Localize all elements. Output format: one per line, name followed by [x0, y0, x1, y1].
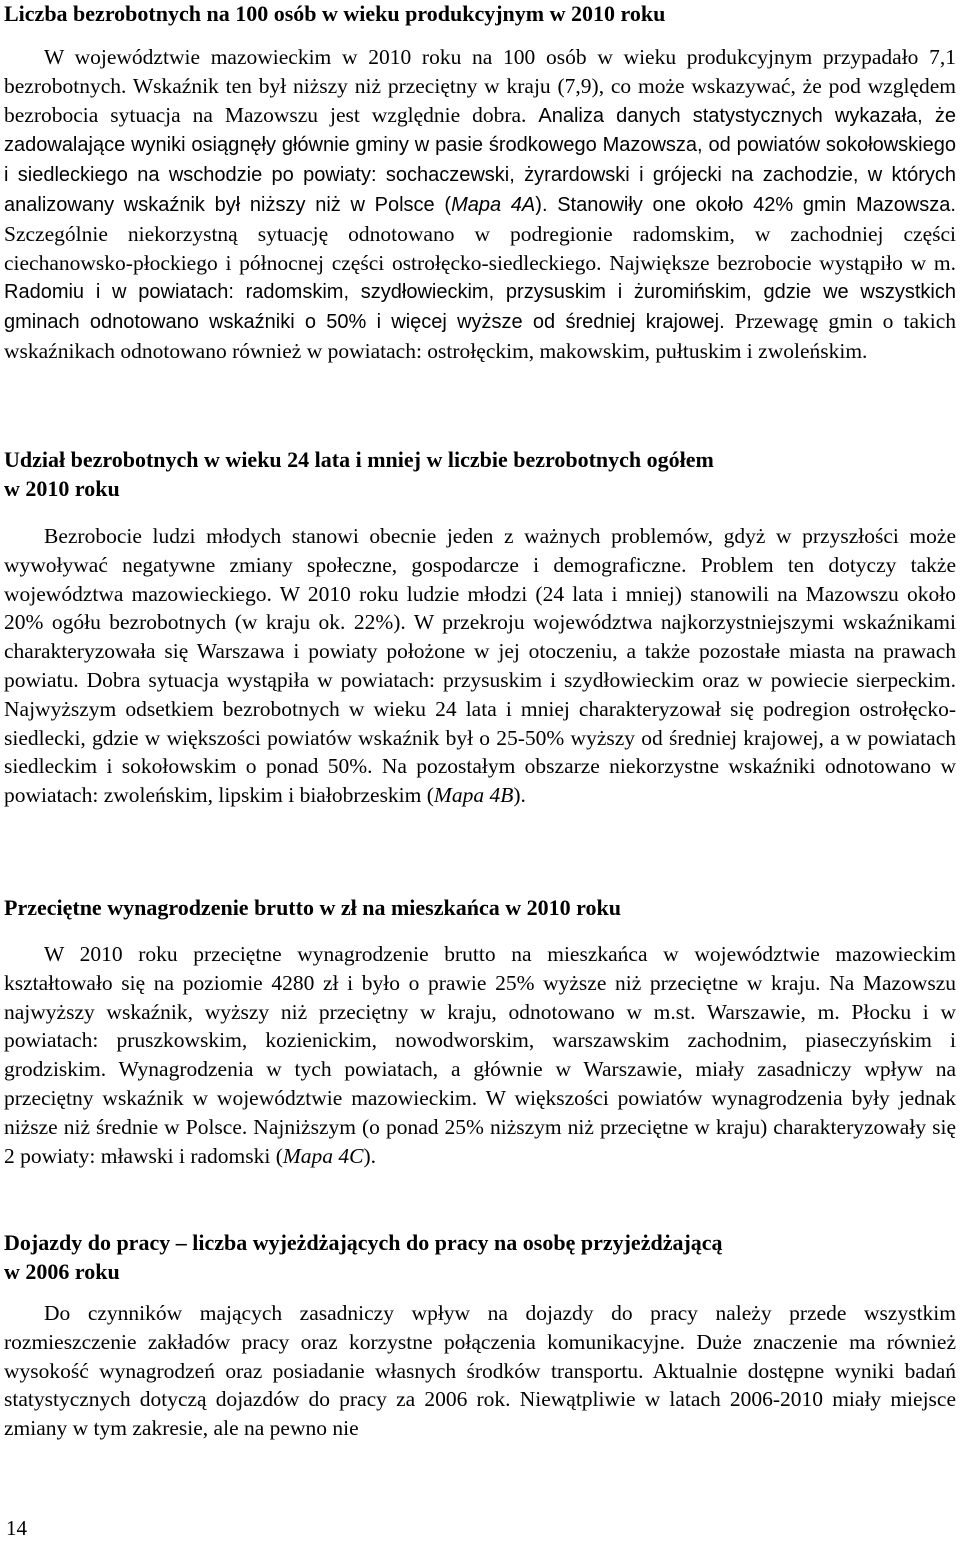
section-paragraph-wages — [4, 940, 956, 1170]
paragraph-text: Przewagę gmin o takich wskaźnikach odnotowano również w powiatach: ostrołęckim, makowskim, pułtuskim i zwoleńskim. — [4, 309, 956, 363]
paragraph-text: ). — [513, 783, 526, 808]
section-heading-youth-unemployment — [4, 446, 714, 503]
heading-text-tail: w 2010 roku — [4, 475, 120, 501]
map-reference: Mapa 4C — [282, 1143, 364, 1168]
map-reference: Mapa 4A — [451, 193, 536, 216]
section-heading-unemployment-rate: Liczba bezrobotnych na 100 osób w wieku produkcyjnym w 2010 roku — [4, 1, 666, 26]
map-reference: Mapa 4B — [433, 783, 514, 808]
paragraph-text: Radomiu i w powiatach: radomskim, szydłowieckim, przysuskim i żuromińskim, gdzie we wszystkich gminach odnotowano wskaźniki o 50% i więcej wyższe od średniej krajowej. — [4, 281, 956, 334]
page-number: 14 — [6, 1516, 27, 1540]
section-paragraph-unemployment-rate — [4, 43, 956, 366]
heading-text: Udział bezrobotnych w wieku 24 lata i mniej w liczbie bezrobotnych ogółem — [4, 447, 714, 472]
section-paragraph-commuting: Do czynników mających zasadniczy wpływ na dojazdy do pracy należy przede wszystkim rozmieszczenie zakładów pracy oraz korzystne połączenia komunikacyjne. Duże znaczenie ma również wysokość wynagrodzeń oraz posiadanie własnych środków transportu. Aktualnie dostępne wyniki badań statystycznych dotyczą dojazdów do pracy za 2006 rok. Niewątpliwie w latach 2006-2010 miały miejsce zmiany w tym zakresie, ale na pewno nie — [4, 1301, 956, 1441]
paragraph-text: ). — [363, 1143, 377, 1168]
section-heading-wages: Przeciętne wynagrodzenie brutto w zł na mieszkańca w 2010 roku — [4, 895, 621, 920]
paragraph-text: ). Stanowiły one około 42% gmin Mazowsza. — [535, 193, 956, 216]
paragraph-text: Analiza danych statystycznych wykazała, że zadowalające wyniki osiągnęły głównie gminy w pasie środkowego Mazowsza, od powiatów sokołowskiego i siedleckiego na wschodzie po powiaty: sochaczewski, żyrardowski i grójecki na zachodzie, w których analizowany wskaźnik był niższy niż w Polsce ( — [4, 104, 956, 216]
heading-text: Dojazdy do pracy – liczba wyjeżdżających do pracy na osobę przyjeżdżającą — [4, 1230, 723, 1255]
paragraph-text: Szczególnie niekorzystną sytuację odnotowano w podregionie radomskim, w zachodniej części ciechanowsko-płockiego i północnej części ostrołęcko-siedleckiego. Największe bezrobocie wystąpiło w m. — [4, 221, 956, 275]
paragraph-text: W województwie mazowieckim w 2010 roku na 100 osób w wieku produkcyjnym przypadało 7,1 bezrobotnych. Wskaźnik ten był niższy niż przeciętny w kraju (7,9), co może wskazywać, że pod względem bezrobocia sytuacja na Mazowszu jest względnie dobra. — [4, 45, 956, 127]
paragraph-text: W 2010 roku przeciętne wynagrodzenie brutto na mieszkańca w województwie mazowieckim kształtowało się na poziomie 4280 zł i było o prawie 25% wyższe niż przeciętne w kraju. Na Mazowszu najwyższy wskaźnik, wyższy niż przeciętny w kraju, odnotowano w m.st. Warszawie, m. Płocku i w powiatach: pruszkowskim, kozienickim, nowodworskim, warszawskim zachodnim, piaseczyńskim i grodziskim. Wynagrodzenia w tych powiatach, a głównie w Warszawie, miały zasadniczy wpływ na przeciętny wskaźnik w województwie mazowieckim. W większości powiatów wynagrodzenia były jednak niższe niż średnie w Polsce. Najniższym (o ponad 25% niższym niż przeciętne w kraju) charakteryzowały się 2 powiaty: mławski i radomski ( — [4, 942, 956, 1168]
heading-text-tail: w 2006 roku — [4, 1258, 120, 1284]
section-heading-commuting — [4, 1229, 723, 1286]
section-paragraph-youth-unemployment — [4, 522, 956, 810]
paragraph-text: Bezrobocie ludzi młodych stanowi obecnie jeden z ważnych problemów, gdyż w przyszłości może wywoływać negatywne zmiany społeczne, gospodarcze i demograficzne. Problem ten dotyczy także województwa mazowieckiego. W 2010 roku ludzie młodzi (24 lata i mniej) stanowili na Mazowszu około 20% ogółu bezrobotnych (w kraju ok. 22%). W przekroju województwa najkorzystniejszymi wskaźnikami charakteryzowała się Warszawa i powiaty położone w jej otoczeniu, a także pozostałe miasta na prawach powiatu. Dobra sytuacja wystąpiła w powiatach: przysuskim i szydłowieckim oraz w powiecie sierpeckim. Najwyższym odsetkiem bezrobotnych w wieku 24 lata i mniej charakteryzował się podregion ostrołęcko-siedlecki, gdzie w większości powiatów wskaźnik był o 25-50% wyższy od średniej krajowej, a w powiatach siedleckim i sokołowskim o ponad 50%. Na pozostałym obszarze niekorzystne wskaźniki odnotowano w powiatach: zwoleńskim, lipskim i białobrzeskim ( — [4, 524, 956, 808]
